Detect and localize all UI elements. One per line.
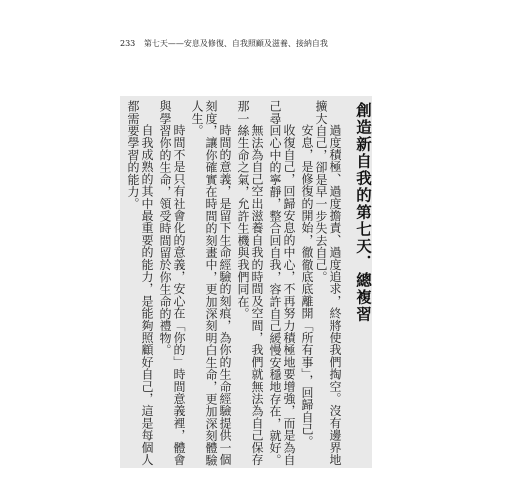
- page-number: 233: [120, 39, 136, 48]
- box-title: 創造新自我的第七天．總複習: [354, 102, 373, 323]
- paragraph-1: 過度積極、過度擔責、過度追求，終將使我們掏空。沒有邊界地擴大自己，卻是早一步失去自己。: [314, 100, 342, 466]
- paragraph-5: 時間的意義，是留下生命經驗的刻痕，為你的生命經驗提供一個刻度，讓你確實在時間的刻畫中，更加深刻明白生命，更加深刻體驗人生。: [190, 100, 232, 466]
- paragraph-6: 時間不是只有社會化的意義，安心在「你的」時間意義裡，體會與學習你的生命，領受時間留於你生命的禮物。: [158, 100, 186, 466]
- paragraph-2: 安息，是修復的開始，徹徹底底離開「所有事」，回歸自己。: [300, 124, 314, 448]
- summary-text: [122, 100, 373, 466]
- paragraph-7: 自我成熟的其中最重要的能力，是能夠照顧好自己，這是每個人都需要學習的能力。: [126, 100, 154, 466]
- running-title: 第七天——安息及修復、自我照顧及滋養、接納自我: [143, 39, 328, 48]
- paragraph-3: 收復自己，回歸安息的中心，不再努力積極地要增強，而是為自己尋回心中的寧靜，整合回自我，容許自己緩慢安穩地存在，就好。: [268, 100, 296, 466]
- paragraph-4: 無法為自己空出滋養自我的時間及空間，我們就無法為自己保存那一絲生命之氣，允許生機與我們同在。: [236, 100, 264, 466]
- running-header: [120, 38, 328, 49]
